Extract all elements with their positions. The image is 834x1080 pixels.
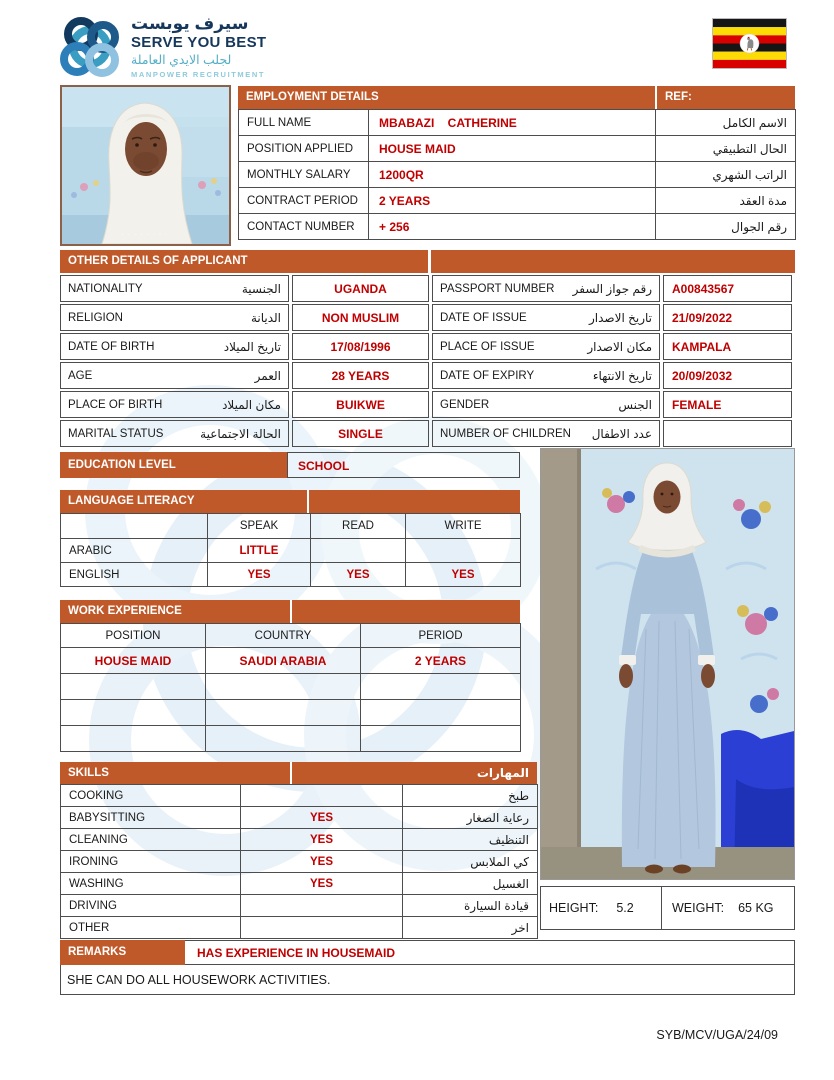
period-value bbox=[361, 700, 521, 726]
ref-label: REF: bbox=[665, 91, 692, 103]
table-row bbox=[61, 785, 538, 807]
work-experience-title: WORK EXPERIENCE bbox=[68, 605, 182, 617]
table-row bbox=[61, 807, 538, 829]
work-experience-table bbox=[60, 623, 521, 752]
period-value: 2 YEARS bbox=[361, 648, 521, 674]
field-value: 1200QR bbox=[369, 162, 656, 188]
field-label-arabic: رقم جواز السفر bbox=[572, 281, 652, 296]
field-value: 21/09/2022 bbox=[663, 304, 792, 331]
field-label: DATE OF BIRTH bbox=[68, 340, 155, 353]
skill-label: IRONING bbox=[61, 851, 241, 873]
skill-label-arabic: رعاية الصغار bbox=[403, 807, 538, 829]
read-value: YES bbox=[311, 563, 406, 587]
field-value: FEMALE bbox=[663, 391, 792, 418]
field-label-arabic: تاريخ الميلاد bbox=[223, 339, 281, 354]
table-row bbox=[239, 214, 796, 240]
field-label: PASSPORT NUMBER bbox=[440, 282, 555, 295]
table-row bbox=[239, 136, 796, 162]
country-value bbox=[206, 700, 361, 726]
skill-label: DRIVING bbox=[61, 895, 241, 917]
field-label-pair bbox=[60, 275, 289, 302]
employment-table bbox=[238, 109, 796, 240]
country-value bbox=[206, 726, 361, 752]
field-label-pair bbox=[432, 362, 660, 389]
skill-label-arabic: اخر bbox=[403, 917, 538, 939]
field-label: NUMBER OF CHILDREN bbox=[440, 427, 571, 440]
skill-label-arabic: طبخ bbox=[403, 785, 538, 807]
table-row bbox=[239, 110, 796, 136]
field-value bbox=[663, 420, 792, 447]
remarks-note: SHE CAN DO ALL HOUSEWORK ACTIVITIES. bbox=[60, 965, 795, 995]
svg-text:· · · · · · · ·: · · · · · · · · bbox=[121, 232, 169, 239]
field-label-pair bbox=[60, 304, 289, 331]
column-header: SPEAK bbox=[208, 514, 311, 539]
education-level-value: SCHOOL bbox=[287, 452, 520, 478]
weight-value: 65 KG bbox=[738, 901, 774, 915]
skill-label-arabic: الغسيل bbox=[403, 873, 538, 895]
table-row bbox=[60, 304, 795, 331]
table-row bbox=[60, 420, 795, 447]
education-level-label: EDUCATION LEVEL bbox=[60, 452, 287, 478]
position-value bbox=[61, 726, 206, 752]
remarks-section bbox=[60, 940, 795, 995]
field-label-pair bbox=[432, 275, 660, 302]
other-details-header bbox=[60, 250, 795, 273]
column-header: PERIOD bbox=[361, 624, 521, 648]
weight-label: WEIGHT: bbox=[672, 901, 725, 915]
field-label: CONTRACT PERIOD bbox=[239, 188, 369, 214]
other-details-title: OTHER DETAILS OF APPLICANT bbox=[68, 255, 248, 267]
brand-text-block bbox=[131, 14, 306, 80]
header-divider bbox=[428, 250, 431, 273]
field-value: MBABAZI CATHERINE bbox=[369, 110, 656, 136]
language-literacy-title: LANGUAGE LITERACY bbox=[68, 495, 195, 507]
height-value: 5.2 bbox=[616, 901, 634, 915]
table-row bbox=[61, 917, 538, 939]
column-header: COUNTRY bbox=[206, 624, 361, 648]
field-value: 28 YEARS bbox=[292, 362, 429, 389]
skill-label-arabic: التنظيف bbox=[403, 829, 538, 851]
column-header: WRITE bbox=[406, 514, 521, 539]
table-header-row bbox=[61, 624, 521, 648]
field-label-arabic: الراتب الشهري bbox=[656, 162, 796, 188]
field-label: PLACE OF BIRTH bbox=[68, 398, 163, 411]
brand-name: SERVE YOU BEST bbox=[131, 34, 267, 51]
language-literacy-table bbox=[60, 513, 521, 587]
field-label-arabic: مكان الاصدار bbox=[587, 339, 652, 354]
country-value: SAUDI ARABIA bbox=[206, 648, 361, 674]
field-value: + 256 bbox=[369, 214, 656, 240]
employment-details-section bbox=[238, 86, 795, 240]
education-level-row bbox=[60, 452, 520, 478]
field-label: CONTACT NUMBER bbox=[239, 214, 369, 240]
position-value bbox=[61, 700, 206, 726]
header-divider bbox=[655, 86, 657, 109]
table-row bbox=[60, 391, 795, 418]
field-label: POSITION APPLIED bbox=[239, 136, 369, 162]
field-label: PLACE OF ISSUE bbox=[440, 340, 535, 353]
field-label-pair bbox=[60, 391, 289, 418]
field-value: BUIKWE bbox=[292, 391, 429, 418]
field-label-arabic: الجنس bbox=[618, 397, 652, 412]
skill-label-arabic: قيادة السيارة bbox=[403, 895, 538, 917]
field-label: AGE bbox=[68, 369, 93, 382]
field-value: NON MUSLIM bbox=[292, 304, 429, 331]
table-row bbox=[61, 700, 521, 726]
field-label-arabic: الحال التطبيقي bbox=[656, 136, 796, 162]
uganda-flag-icon bbox=[712, 18, 787, 69]
table-row bbox=[61, 895, 538, 917]
table-row bbox=[60, 333, 795, 360]
field-value: KAMPALA bbox=[663, 333, 792, 360]
skill-value bbox=[241, 917, 403, 939]
skills-title-arabic: المهارات bbox=[476, 766, 529, 780]
field-label-pair bbox=[432, 304, 660, 331]
field-label-pair bbox=[60, 420, 289, 447]
skills-header bbox=[60, 762, 537, 784]
skill-value: YES bbox=[241, 873, 403, 895]
field-label-arabic: الجنسية bbox=[241, 281, 281, 296]
table-row bbox=[61, 674, 521, 700]
skill-label: OTHER bbox=[61, 917, 241, 939]
field-label-arabic: مدة العقد bbox=[656, 188, 796, 214]
applicant-headshot-photo bbox=[60, 85, 231, 246]
field-label-arabic: مكان الميلاد bbox=[222, 397, 281, 412]
column-header: READ bbox=[311, 514, 406, 539]
field-label-pair bbox=[60, 362, 289, 389]
work-experience-section bbox=[60, 600, 520, 752]
column-header: POSITION bbox=[61, 624, 206, 648]
table-row bbox=[60, 362, 795, 389]
field-value: 17/08/1996 bbox=[292, 333, 429, 360]
table-row bbox=[61, 829, 538, 851]
period-value bbox=[361, 674, 521, 700]
brand-tagline: MANPOWER RECRUITMENT bbox=[131, 70, 266, 79]
skills-title: SKILLS bbox=[68, 767, 109, 779]
height-label: HEIGHT: bbox=[549, 901, 599, 915]
skill-label: CLEANING bbox=[61, 829, 241, 851]
skill-label-arabic: كي الملابس bbox=[403, 851, 538, 873]
field-label-pair bbox=[432, 391, 660, 418]
field-value: 2 YEARS bbox=[369, 188, 656, 214]
table-row bbox=[239, 188, 796, 214]
field-label-arabic: العمر bbox=[254, 368, 281, 383]
table-row bbox=[61, 648, 521, 674]
position-value: HOUSE MAID bbox=[61, 648, 206, 674]
period-value bbox=[361, 726, 521, 752]
table-row bbox=[61, 539, 521, 563]
speak-value: YES bbox=[208, 563, 311, 587]
language-label: ENGLISH bbox=[61, 563, 208, 587]
field-label-arabic: تاريخ الانتهاء bbox=[592, 368, 652, 383]
table-row bbox=[61, 851, 538, 873]
field-label: RELIGION bbox=[68, 311, 123, 324]
skill-value bbox=[241, 895, 403, 917]
field-value: SINGLE bbox=[292, 420, 429, 447]
field-label-pair bbox=[432, 420, 660, 447]
language-literacy-header bbox=[60, 490, 520, 513]
field-label: DATE OF EXPIRY bbox=[440, 369, 535, 382]
skill-value bbox=[241, 785, 403, 807]
document-reference-code: SYB/MCV/UGA/24/09 bbox=[656, 1028, 778, 1042]
height-cell bbox=[540, 886, 662, 930]
physical-stats-row bbox=[540, 886, 795, 930]
weight-cell bbox=[662, 886, 795, 930]
field-label: MARITAL STATUS bbox=[68, 427, 164, 440]
field-label-arabic: الحالة الاجتماعية bbox=[200, 426, 281, 441]
table-row bbox=[60, 275, 795, 302]
field-value: A00843567 bbox=[663, 275, 792, 302]
skill-value: YES bbox=[241, 807, 403, 829]
table-header-row bbox=[61, 514, 521, 539]
language-literacy-section bbox=[60, 490, 520, 587]
speak-value: LITTLE bbox=[208, 539, 311, 563]
read-value bbox=[311, 539, 406, 563]
header-divider bbox=[307, 490, 309, 513]
position-value bbox=[61, 674, 206, 700]
field-label-arabic: تاريخ الاصدار bbox=[588, 310, 652, 325]
remarks-header-row bbox=[60, 940, 795, 965]
applicant-fullbody-photo bbox=[540, 448, 795, 880]
language-label: ARABIC bbox=[61, 539, 208, 563]
employment-details-header bbox=[238, 86, 795, 109]
table-row bbox=[239, 162, 796, 188]
skill-value: YES bbox=[241, 851, 403, 873]
field-label-arabic: الديانة bbox=[250, 310, 281, 325]
remarks-headline: HAS EXPERIENCE IN HOUSEMAID bbox=[185, 940, 795, 965]
employment-details-title: EMPLOYMENT DETAILS bbox=[246, 91, 379, 103]
field-label: NATIONALITY bbox=[68, 282, 143, 295]
field-label-pair bbox=[432, 333, 660, 360]
field-label-arabic: عدد الاطفال bbox=[591, 426, 652, 441]
field-label-arabic: رقم الجوال bbox=[656, 214, 796, 240]
write-value: YES bbox=[406, 563, 521, 587]
remarks-title: REMARKS bbox=[60, 940, 185, 965]
work-experience-header bbox=[60, 600, 520, 623]
other-details-section bbox=[60, 250, 795, 449]
field-value: UGANDA bbox=[292, 275, 429, 302]
skill-label: WASHING bbox=[61, 873, 241, 895]
field-label-pair bbox=[60, 333, 289, 360]
empty-cell bbox=[61, 514, 208, 539]
skill-label: COOKING bbox=[61, 785, 241, 807]
skills-table bbox=[60, 784, 538, 939]
field-label-arabic: الاسم الكامل bbox=[656, 110, 796, 136]
write-value bbox=[406, 539, 521, 563]
country-value bbox=[206, 674, 361, 700]
skill-value: YES bbox=[241, 829, 403, 851]
table-row bbox=[61, 873, 538, 895]
header-divider bbox=[290, 762, 292, 784]
brand-arabic-name: سيرف يوبست bbox=[131, 14, 249, 33]
field-value: 20/09/2032 bbox=[663, 362, 792, 389]
header-divider bbox=[290, 600, 292, 623]
field-label: GENDER bbox=[440, 398, 490, 411]
table-row bbox=[61, 726, 521, 752]
skill-label: BABYSITTING bbox=[61, 807, 241, 829]
field-label: FULL NAME bbox=[239, 110, 369, 136]
brand-arabic-tagline: لجلب الايدي العاملة bbox=[131, 53, 232, 67]
table-row bbox=[61, 563, 521, 587]
skills-section bbox=[60, 762, 537, 939]
field-value: HOUSE MAID bbox=[369, 136, 656, 162]
brand-knot-logo-icon bbox=[56, 14, 126, 84]
field-label: DATE OF ISSUE bbox=[440, 311, 527, 324]
field-label: MONTHLY SALARY bbox=[239, 162, 369, 188]
